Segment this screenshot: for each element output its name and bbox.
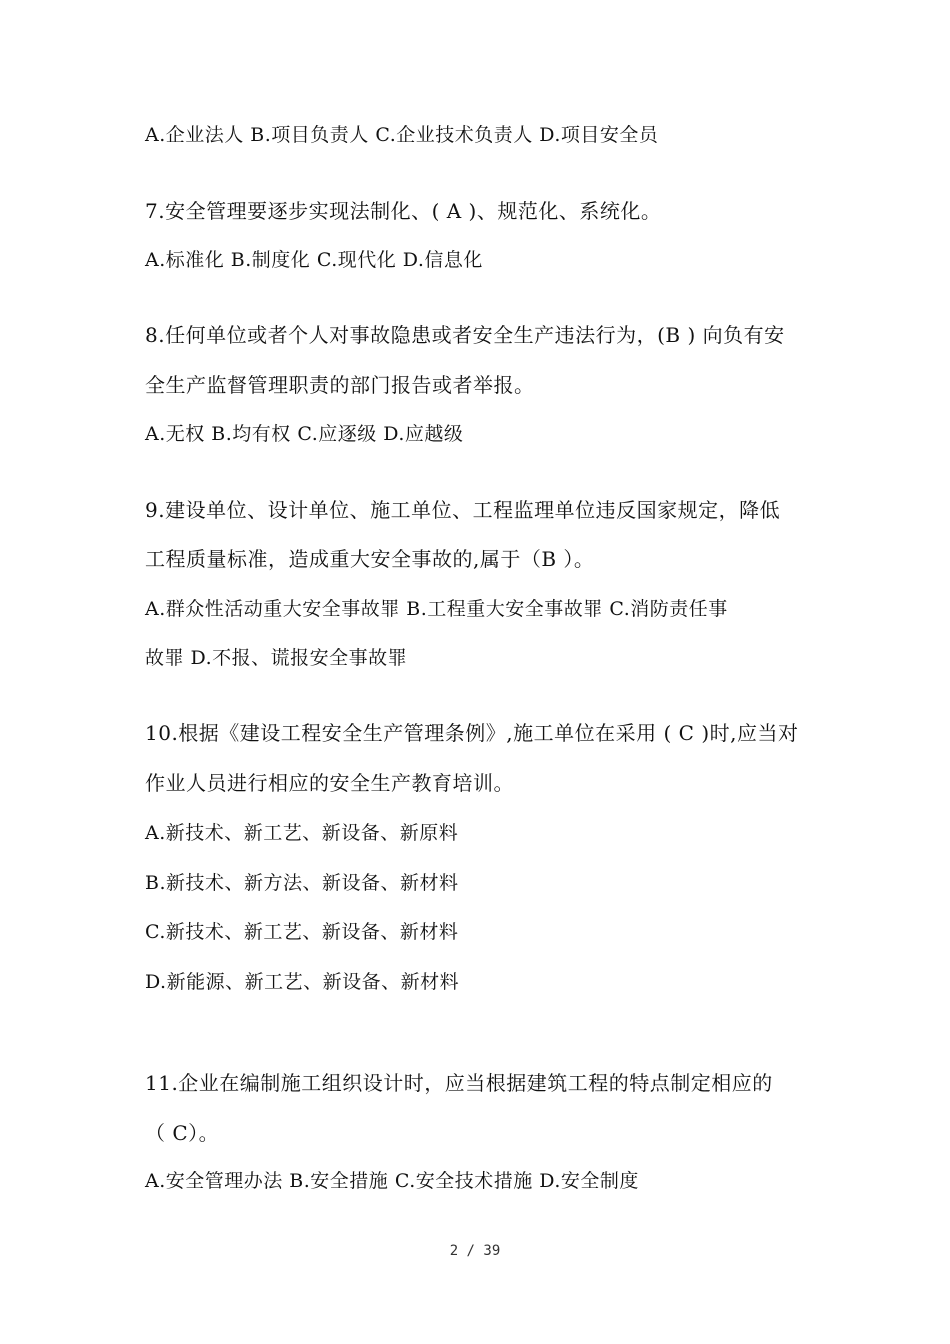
q10-option-d: D.新能源、新工艺、新设备、新材料 — [145, 971, 460, 993]
q9-text-line1: 9.建设单位、设计单位、施工单位、工程监理单位违反国家规定，降低 — [145, 498, 781, 522]
q10-option-c: C.新技术、新工艺、新设备、新材料 — [145, 921, 459, 943]
q11-text-line2: （ C）。 — [145, 1121, 220, 1145]
q8-text-line2: 全生产监督管理职责的部门报告或者举报。 — [145, 373, 535, 397]
q11-options: A.安全管理办法 B.安全措施 C.安全技术措施 D.安全制度 — [145, 1170, 639, 1192]
q11-text-line1: 11.企业在编制施工组织设计时，应当根据建筑工程的特点制定相应的 — [145, 1071, 773, 1095]
q10-option-a: A.新技术、新工艺、新设备、新原料 — [145, 822, 459, 844]
page-number: 2 / 39 — [449, 1243, 501, 1259]
q7-text: 7.安全管理要逐步实现法制化、( A )、规范化、系统化。 — [145, 199, 662, 223]
q8-text-line1: 8.任何单位或者个人对事故隐患或者安全生产违法行为，(B ) 向负有安 — [145, 323, 785, 347]
q10-text-line2: 作业人员进行相应的安全生产教育培训。 — [145, 771, 514, 795]
q6-options: A.企业法人 B.项目负责人 C.企业技术负责人 D.项目安全员 — [145, 124, 659, 146]
q9-options-line2: 故罪 D.不报、谎报安全事故罪 — [145, 647, 408, 669]
q10-option-b: B.新技术、新方法、新设备、新材料 — [145, 872, 459, 894]
q9-options-line1: A.群众性活动重大安全事故罪 B.工程重大安全事故罪 C.消防责任事 — [145, 598, 728, 620]
q7-options: A.标准化 B.制度化 C.现代化 D.信息化 — [145, 249, 483, 271]
q8-options: A.无权 B.均有权 C.应逐级 D.应越级 — [145, 423, 464, 445]
q9-text-line2: 工程质量标准，造成重大安全事故的,属于（B ）。 — [145, 547, 595, 571]
q10-text-line1: 10.根据《建设工程安全生产管理条例》,施工单位在采用 ( C )时,应当对 — [145, 721, 799, 745]
